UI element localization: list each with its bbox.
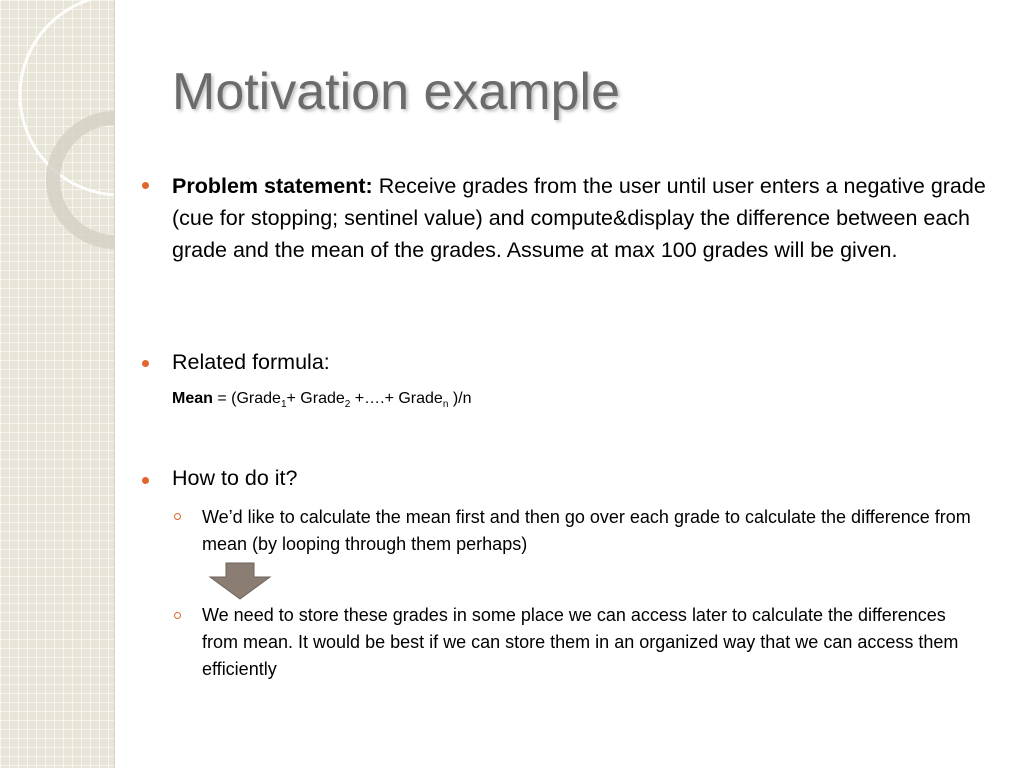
formula-subscript: 1	[280, 399, 287, 411]
problem-statement	[172, 170, 994, 266]
bullet-dot-icon	[142, 477, 149, 484]
formula-part: + Grade	[286, 390, 345, 407]
mean-formula	[172, 390, 472, 410]
hollow-bullet-icon	[174, 612, 181, 619]
slide-title: Motivation example	[172, 63, 620, 121]
bullet-dot-icon	[142, 182, 149, 189]
problem-statement-text: Receive grades from the user until user enters a negative grade (cue for stopping; sentinel value) and compute&display the difference between each grade and the mean of the grades. Assume at max 100 grades will be given.	[172, 174, 986, 262]
formula-part: )/n	[448, 390, 472, 407]
hollow-bullet-icon	[174, 513, 181, 520]
decorative-circles	[0, 0, 114, 768]
decorative-side-band	[0, 0, 115, 768]
problem-statement-label: Problem statement:	[172, 174, 373, 198]
formula-part: +….+ Grade	[350, 390, 443, 407]
related-formula-heading: Related formula:	[172, 350, 330, 374]
formula-subscript: n	[442, 399, 449, 411]
down-arrow-icon	[208, 561, 272, 601]
formula-part: = (Grade	[212, 390, 281, 407]
how-to-heading: How to do it?	[172, 466, 298, 490]
bullet-dot-icon	[142, 360, 149, 367]
subbullet-calculate-mean: We’d like to calculate the mean first and then go over each grade to calculate the difference from mean (by looping through them perhaps)	[202, 507, 971, 554]
formula-label: Mean	[172, 390, 213, 407]
formula-subscript: 2	[344, 399, 351, 411]
subbullet-store-grades: We need to store these grades in some place we can access later to calculate the differences from mean. It would be best if we can store them in an organized way that we can access them efficiently	[202, 605, 959, 679]
